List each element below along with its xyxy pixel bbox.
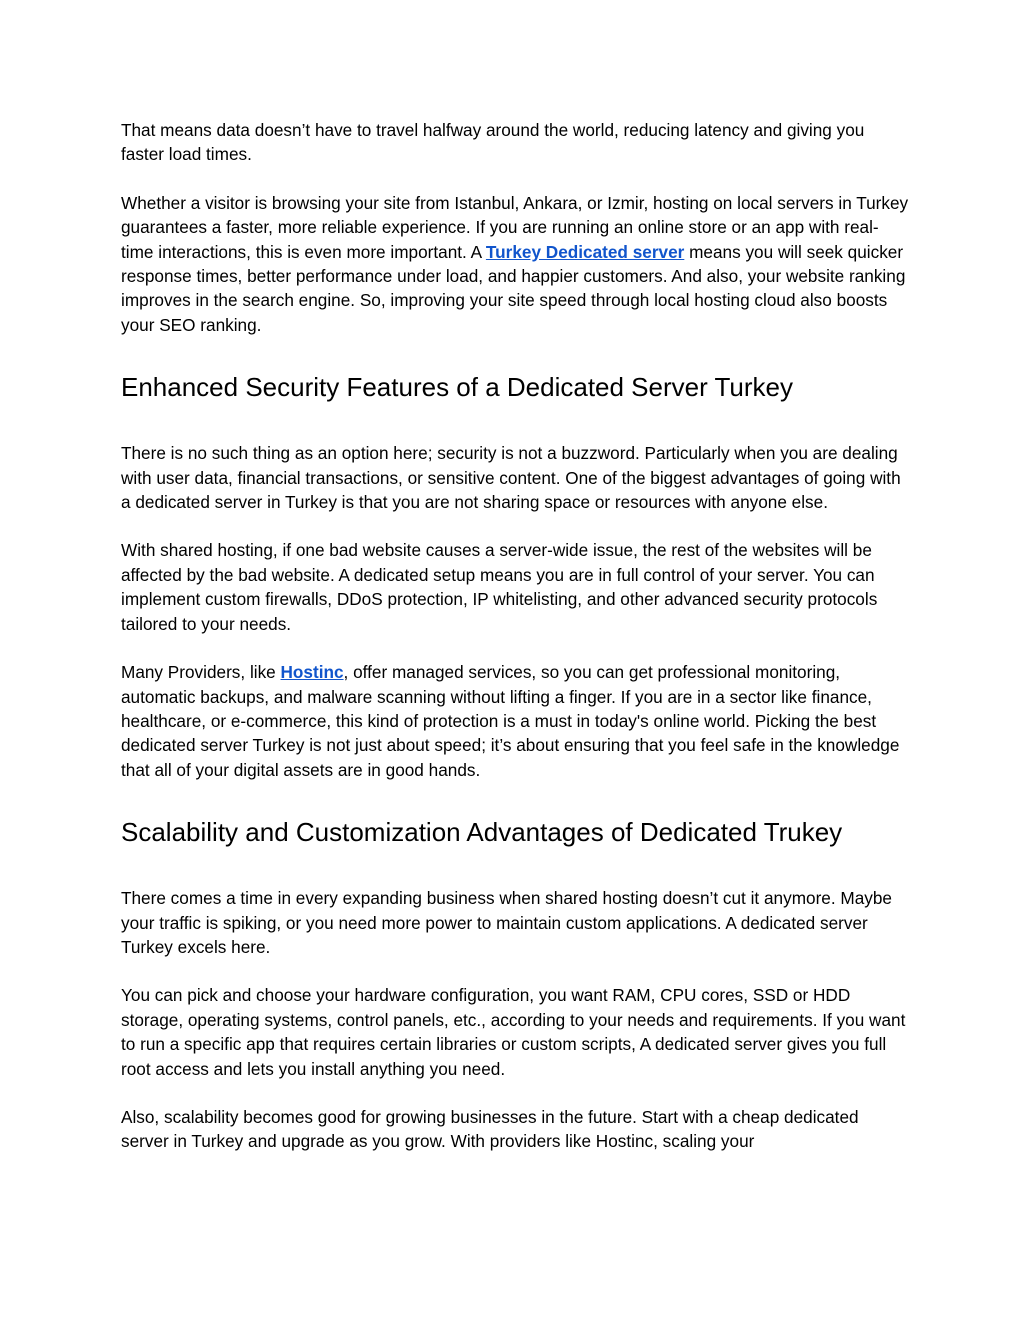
paragraph-scalability-growth: Also, scalability becomes good for growing businesses in the future. Start with a cheap dedicated server in Turkey and upgrade as you grow. With providers like Hostinc, scaling your xyxy=(121,1106,859,1152)
heading-security: Enhanced Security Features of a Dedicated Server Turkey xyxy=(121,372,794,403)
heading-scalability: Scalability and Customization Advantages of Dedicated Trukey xyxy=(121,817,843,848)
paragraph-local-servers-text-2: means you will seek quicker response times, better performance under load, and happier customers. And also, your website ranking improves in the search engine. So, improving your site speed through local hosting cloud also boosts your SEO ranking. xyxy=(121,241,906,335)
paragraph-managed-services-text-2: , offer managed services, so you can get professional monitoring, automatic backups, and malware scanning without lifting a finger. If you are in a sector like finance, healthcare, or e-commerce, this kind of protection is a must in today's online world. Picking the best dedicated server Turkey is not just about speed; it’s about ensuring that you feel safe in the knowledge that all of your digital assets are in good hands. xyxy=(121,662,900,780)
paragraph-shared-hosting: With shared hosting, if one bad website causes a server-wide issue, the rest of the websites will be affected by the bad website. A dedicated setup means you are in full control of your server. You can implement custom firewalls, DDoS protection, IP whitelisting, and other advanced security protocols tailored to your needs. xyxy=(121,540,878,634)
paragraph-local-servers-text-1: Whether a visitor is browsing your site from Istanbul, Ankara, or Izmir, hosting on local servers in Turkey guarantees a faster, more reliable experience. If you are running an online store or an app with real-time interactions, this is even more important. A xyxy=(121,192,909,262)
paragraph-expanding-business: There comes a time in every expanding business when shared hosting doesn’t cut it anymore. Maybe your traffic is spiking, or you need more power to maintain custom applications. A dedicated server Turkey excels here. xyxy=(121,888,892,957)
document-page xyxy=(121,118,911,1178)
paragraph-managed-services-text-1: Many Providers, like xyxy=(121,662,281,683)
paragraph-latency: That means data doesn’t have to travel halfway around the world, reducing latency and giving you faster load times. xyxy=(121,120,865,165)
hostinc-link[interactable]: Hostinc xyxy=(280,662,344,683)
paragraph-security-intro: There is no such thing as an option here; security is not a buzzword. Particularly when you are dealing with user data, financial transactions, or sensitive content. One of the biggest advantages of going with a dedicated server in Turkey is that you are not sharing space or resources with anyone else. xyxy=(121,443,901,513)
paragraph-hardware-config: You can pick and choose your hardware configuration, you want RAM, CPU cores, SSD or HDD storage, operating systems, control panels, etc., according to your needs and requirements. If you want to run a specific app that requires certain libraries or custom scripts, A dedicated server gives you full root access and lets you install anything you need. xyxy=(121,985,906,1079)
turkey-dedicated-server-link[interactable]: Turkey Dedicated server xyxy=(485,241,685,262)
paragraph-local-servers xyxy=(121,191,911,337)
paragraph-managed-services xyxy=(121,660,911,782)
